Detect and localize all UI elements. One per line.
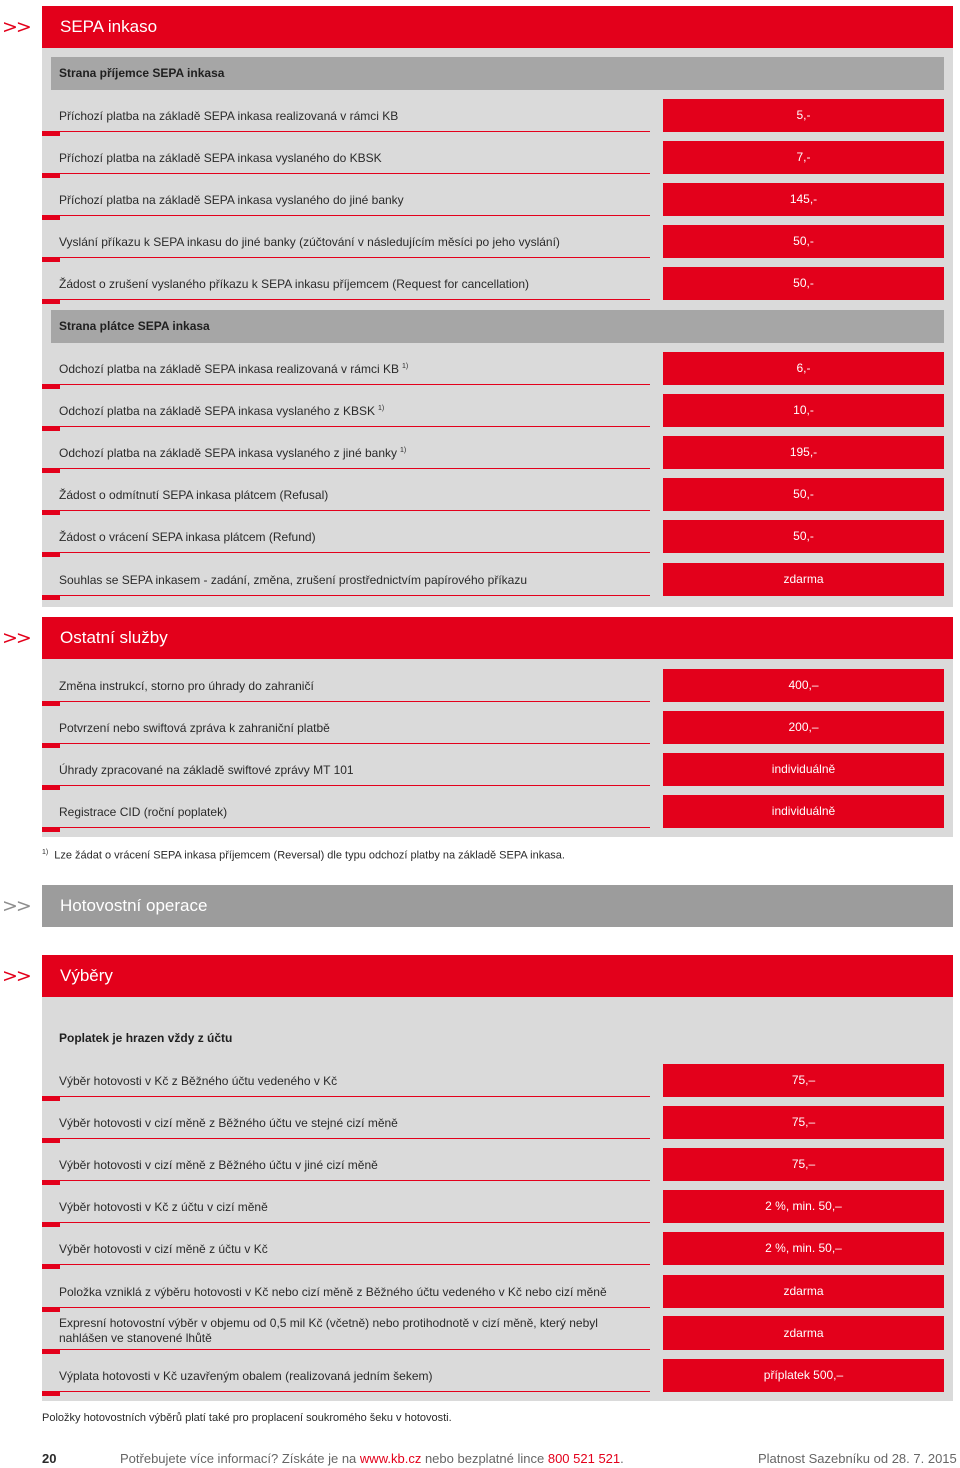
chevron-icon: >> [2,16,30,38]
row-marker [42,553,60,557]
row-marker [42,596,60,600]
row-divider [42,595,650,596]
row-marker [42,174,60,178]
footnote-mark: 1) [401,363,409,370]
row-label: Souhlas se SEPA inkasem - zadání, změna, zrušení prostřednictvím papírového příkazu [59,573,528,587]
price-value: 50,- [663,520,944,553]
price-value: 400,– [663,669,944,702]
row-marker [42,258,60,262]
row-marker [42,1181,60,1185]
row-divider [42,1138,650,1139]
row-marker [42,1350,60,1354]
footnote-mark: 1) [42,849,49,856]
price-value: 2 %, min. 50,– [663,1232,944,1265]
row-marker [42,216,60,220]
row-label: Žádost o odmítnutí SEPA inkasa plátcem (Refusal) [59,488,329,502]
chevron-icon: >> [2,627,30,649]
row-label-text: Odchozí platba na základě SEPA inkasa realizovaná v rámci KB [59,362,399,376]
row-label [59,446,645,460]
price-value: zdarma [663,563,944,596]
website-link[interactable]: www.kb.cz [359,1451,422,1466]
row-divider [42,1391,650,1392]
price-value: individuálně [663,753,944,786]
footer-info [120,1450,624,1468]
row-label: Úhrady zpracované na základě swiftové zprávy MT 101 [59,763,354,777]
row-divider [42,1096,650,1097]
price-value: individuálně [663,795,944,828]
withdrawals-note: Položky hotovostních výběrů platí také pro proplacení soukromého šeku v hotovosti. [42,1412,452,1424]
price-value: zdarma [663,1316,944,1350]
price-value: 6,- [663,352,944,385]
row-divider [42,510,650,511]
footer-period: . [620,1451,624,1466]
row-marker [42,300,60,304]
row-divider [42,468,650,469]
subheader-fee-source: Poplatek je hrazen vždy z účtu [59,1031,233,1045]
footnote-text: Lze žádat o vrácení SEPA inkasa příjemcem (Reversal) dle typu odchozí platby na základě SEPA inkasa. [54,849,565,862]
section-header-cash: Hotovostní operace [42,885,953,927]
row-divider [42,1349,650,1350]
row-marker [42,132,60,136]
subheader-payer: Strana plátce SEPA inkasa [51,310,944,343]
row-marker [42,744,60,748]
chevron-icon: >> [2,895,30,917]
price-value: zdarma [663,1275,944,1308]
footer-or: nebo bezplatné lince [424,1451,545,1466]
row-divider [42,384,650,385]
price-value: 200,– [663,711,944,744]
row-divider [42,552,650,553]
row-label-text: Odchozí platba na základě SEPA inkasa vyslaného z KBSK [59,404,375,418]
row-divider [42,131,650,132]
row-marker [42,385,60,389]
row-divider [42,426,650,427]
price-value: 50,- [663,267,944,300]
row-divider [42,299,650,300]
row-marker [42,1308,60,1312]
row-divider [42,827,650,828]
row-divider [42,215,650,216]
row-marker [42,702,60,706]
price-value: 7,- [663,141,944,174]
row-label: Výběr hotovosti v cizí měně z Běžného účtu v jiné cizí měně [59,1158,378,1172]
row-divider [42,743,650,744]
row-label: Změna instrukcí, storno pro úhrady do zahraničí [59,679,314,693]
row-label: Žádost o vrácení SEPA inkasa plátcem (Refund) [59,530,316,544]
page-number: 20 [42,1451,57,1466]
row-label: Příchozí platba na základě SEPA inkasa vyslaného do jiné banky [59,193,404,207]
price-value: 5,- [663,99,944,132]
price-value: 50,- [663,225,944,258]
row-marker [42,828,60,832]
price-value: 10,- [663,394,944,427]
row-divider [42,1180,650,1181]
row-divider [42,173,650,174]
price-value: 75,– [663,1106,944,1139]
row-label-text: Odchozí platba na základě SEPA inkasa vyslaného z jiné banky [59,446,397,460]
row-label: Expresní hotovostní výběr v objemu od 0,5 mil Kč (včetně) nebo protihodnotě v cizí měně, který nebyl nahlášen ve stanovené lhůtě [59,1316,598,1345]
footnote [42,849,565,862]
chevron-icon: >> [2,965,30,987]
row-divider [42,1222,650,1223]
footnote-mark: 1) [400,447,407,454]
row-label: Výběr hotovosti v cizí měně z Běžného účtu ve stejné cizí měně [59,1116,398,1130]
row-label: Registrace CID (roční poplatek) [59,805,228,819]
row-label: Žádost o zrušení vyslaného příkazu k SEPA inkasu příjemcem (Request for cancellation) [59,277,529,291]
row-marker [42,1392,60,1396]
price-value: 195,- [663,436,944,469]
row-label: Výběr hotovosti v Kč z Běžného účtu vedeného v Kč [59,1074,338,1088]
row-label [59,362,645,376]
row-marker [42,427,60,431]
footer-question: Potřebujete více informací? Získáte je na [120,1451,357,1466]
row-marker [42,511,60,515]
subheader-payee: Strana příjemce SEPA inkasa [51,57,944,90]
row-marker [42,1265,60,1269]
row-label: Vyslání příkazu k SEPA inkasu do jiné banky (zúčtování v následujícím měsíci po jeho vyslání) [59,235,560,249]
row-divider [42,701,650,702]
row-label [59,404,645,418]
row-label: Výplata hotovosti v Kč uzavřeným obalem (realizovaná jedním šekem) [59,1369,433,1383]
price-value: 145,- [663,183,944,216]
row-label: Příchozí platba na základě SEPA inkasa vyslaného do KBSK [59,151,382,165]
row-label: Výběr hotovosti v Kč z účtu v cizí měně [59,1200,268,1214]
row-label: Potvrzení nebo swiftová zpráva k zahraniční platbě [59,721,330,735]
row-label: Příchozí platba na základě SEPA inkasa realizovaná v rámci KB [59,109,399,123]
row-divider [42,1264,650,1265]
section-header-other: Ostatní služby [42,617,953,659]
row-divider [42,1307,650,1308]
row-label: Výběr hotovosti v cizí měně z účtu v Kč [59,1242,268,1256]
row-divider [42,785,650,786]
phone-number: 800 521 521 [547,1451,621,1466]
price-value: 2 %, min. 50,– [663,1190,944,1223]
row-marker [42,786,60,790]
row-label: Položka vzniklá z výběru hotovosti v Kč nebo cizí měně z Běžného účtu vedeného v Kč nebo cizí měně [59,1285,607,1299]
price-value: 75,– [663,1064,944,1097]
section-header-sepa: SEPA inkaso [42,6,953,48]
footnote-mark: 1) [377,405,385,412]
row-marker [42,1097,60,1101]
validity-date: Platnost Sazebníku od 28. 7. 2015 [758,1451,957,1466]
price-value: 50,- [663,478,944,511]
section-header-withdrawals: Výběry [42,955,953,997]
row-marker [42,469,60,473]
row-divider [42,257,650,258]
row-marker [42,1223,60,1227]
price-value: 75,– [663,1148,944,1181]
row-marker [42,1139,60,1143]
price-value: příplatek 500,– [663,1359,944,1392]
